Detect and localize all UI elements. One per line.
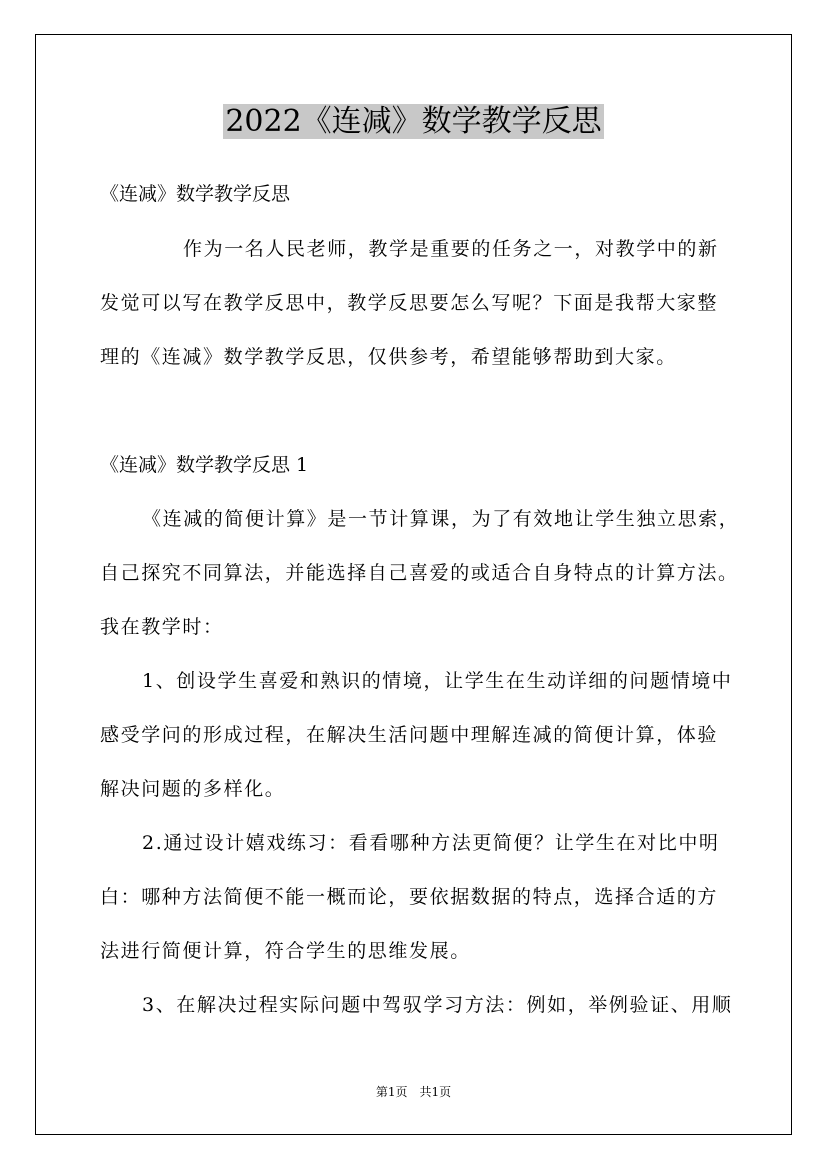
paragraph-line: 自己探究不同算法，并能选择自己喜爱的或适合自身特点的计算方法。 <box>100 562 739 584</box>
section-heading: 《连减》数学教学反思 1 <box>100 454 309 476</box>
page-footer: 第1页 共1页 <box>375 1085 452 1099</box>
intro-line: 发觉可以写在教学反思中，教学反思要怎么写呢？下面是我帮大家整 <box>100 292 719 314</box>
document-subtitle: 《连减》数学教学反思 <box>100 183 291 205</box>
intro-line: 理的《连减》数学教学反思，仅供参考，希望能够帮助到大家。 <box>100 346 677 368</box>
list-item-line: 1、创设学生喜爱和熟识的情境，让学生在生动详细的问题情境中 <box>142 670 733 692</box>
list-item-line: 3、在解决过程实际问题中驾驭学习方法：例如，举例验证、用顺 <box>142 994 733 1016</box>
list-item-line: 2.通过设计嬉戏练习：看看哪种方法更简便？让学生在对比中明 <box>142 832 720 854</box>
document-title <box>0 100 827 144</box>
list-item-line: 感受学问的形成过程，在解决生活问题中理解连减的简便计算，体验 <box>100 724 719 746</box>
list-item-line: 白：哪种方法简便不能一概而论，要依据数据的特点，选择合适的方 <box>100 886 719 908</box>
paragraph-line: 《连减的简便计算》是一节计算课，为了有效地让学生独立思索， <box>142 508 740 530</box>
intro-line: 作为一名人民老师，教学是重要的任务之一，对教学中的新 <box>183 238 719 260</box>
list-item-line: 法进行简便计算，符合学生的思维发展。 <box>100 940 471 962</box>
list-item-line: 解决问题的多样化。 <box>100 778 286 800</box>
paragraph-line: 我在教学时： <box>100 616 224 638</box>
document-title-text: 2022《连减》数学教学反思 <box>225 104 602 139</box>
